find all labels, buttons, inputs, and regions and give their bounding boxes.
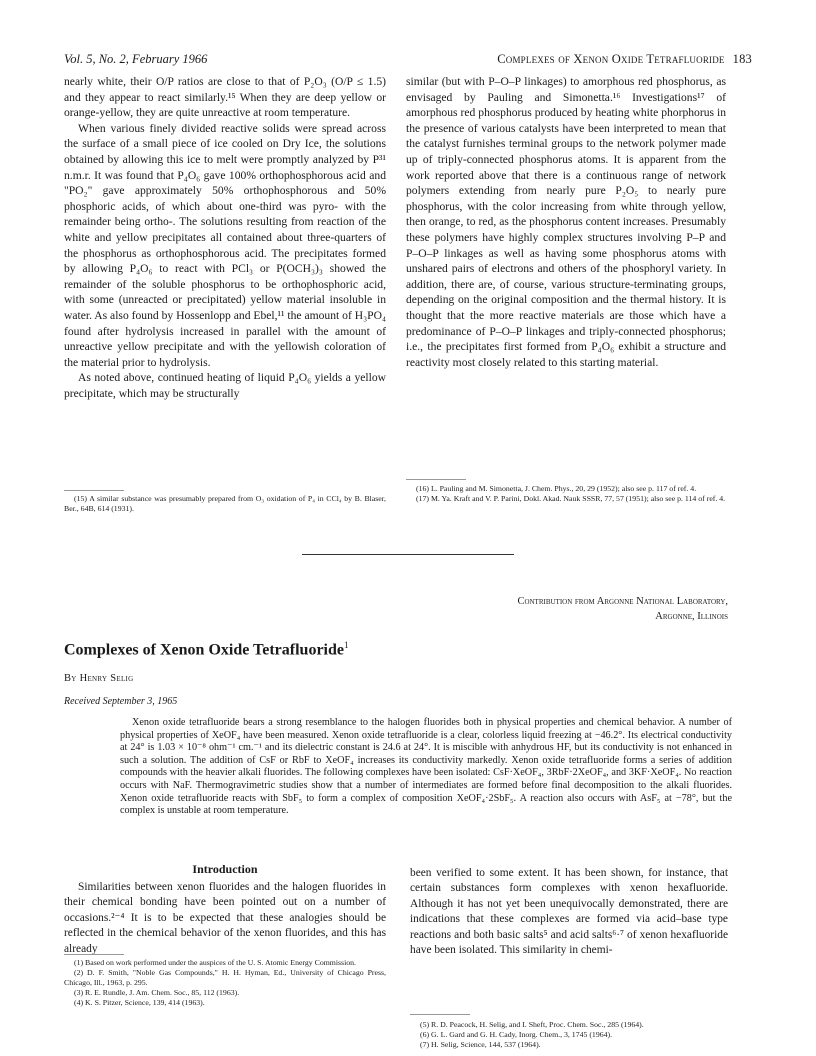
introduction-left-column — [64, 880, 386, 957]
footnote: (5) R. D. Peacock, H. Selig, and I. Sheft, Proc. Chem. Soc., 285 (1964). — [420, 1020, 644, 1029]
footnote: (2) D. F. Smith, "Noble Gas Compounds," H. H. Hyman, Ed., University of Chicago Press, Chicago, Ill., 1963, p. 295. — [64, 968, 386, 987]
running-header-volume: Vol. 5, No. 2, February 1966 — [64, 52, 208, 66]
author-line: By Henry Selig — [64, 673, 134, 684]
affiliation-line: Contribution from Argonne National Laboratory, — [517, 596, 728, 607]
footnotes-top-right — [406, 484, 726, 504]
paragraph: When various finely divided reactive solids were spread across the surface of a small piece of ice cooled on Dry Ice, the solutions obtained by allowing this ice to melt were promptly analyzed by P³¹ n.m.r. It was found that P₄O₆ gave 100% orthophosphorous acid and "PO₂" gave approximately 50% orthophosphorous and 50% phosphoric acids, of which about one-third was pyro- with the remainder being ortho-. The solutions resulting from reaction of the white and yellow precipitates all contained about three-quarters of the phosphorus as orthophosphorous acid. The precipitates formed by allowing P₄O₆ to react with PCl₃ or P(OCH₃)₃ showed the remainder of the soluble phosphorus to be orthophosphoric acid, with some (unreacted or precipitated) yellow material insoluble in water. As also found by Hossenlopp and Ebel,¹¹ the amount of H₃PO₄ found after hydrolysis increased in parallel with the amount of unreactive yellow precipitate and with the yellowish coloration of the material prior to hydrolysis. — [64, 121, 386, 369]
affiliation-line: Argonne, Illinois — [655, 611, 728, 622]
received-date: Received September 3, 1965 — [64, 696, 178, 707]
running-header-title — [497, 52, 752, 67]
paragraph: nearly white, their O/P ratios are close to that of P₂O₃ (O/P ≤ 1.5) and they appear to react similarly.¹⁵ When they are deep yellow or orange-yellow, they are quite unreactive at room temperature. — [64, 75, 386, 120]
paragraph: Similarities between xenon fluorides and the halogen fluorides in their chemical bonding have been pointed out on a number of occasions.²⁻⁴ It is to be expected that these analogies should be reflected in the chemical behavior of the xenon fluorides, and this has already — [64, 881, 386, 955]
footnotes-bottom-left — [64, 958, 386, 1008]
paragraph: been verified to some extent. It has been shown, for instance, that certain substances form complexes with xenon hexafluoride. Although it has not yet been unequivocally demonstrated, there are indications that these complexes are formed via acid–base type reactions and both basic salts⁵ and acid salts⁶·⁷ of xenon hexafluoride have been isolated. This similarity in chemi- — [410, 867, 728, 957]
introduction-right-column — [410, 866, 728, 958]
paragraph: As noted above, continued heating of liquid P₄O₆ yields a yellow precipitate, which may be structurally — [64, 371, 386, 400]
footnote: (16) L. Pauling and M. Simonetta, J. Chem. Phys., 20, 29 (1952); also see p. 117 of ref. 4. — [416, 484, 697, 493]
continued-text-left-column — [64, 74, 386, 401]
title-footnote-mark: 1 — [344, 640, 349, 650]
footnote: (15) A similar substance was presumably prepared from O₃ oxidation of P₄ in CCl₄ by B. Blaser, Ber., 64B, 614 (1931). — [64, 494, 386, 513]
footnote-rule — [406, 479, 466, 480]
paragraph: similar (but with P–O–P linkages) to amorphous red phosphorus, as envisaged by Pauling and Simonetta.¹⁶ Investigations¹⁷ of amorphous red phosphorus produced by heating white phorphorus in the presence of various catalysts have been interpreted to mean that the catalyst furnishes terminal groups to the network polymer made up of triply-connected phosphorus atoms. It is apparent from the work reported above that there is a continuous range of network polymers extending from nearly pure P₂O₅ to nearly pure phosphorus, with the color increasing from white through yellow, then orange, to red, as the phosphorus content increases. Presumably these polymers have highly complex structures involving P–P and P–O–P linkages as well as having some phosphorus atoms with unshared pairs of electrons and others of the phosphoryl variety. In addition, there are, of course, various structure-terminating groups, depending on the original composition and the thermal history. It is thought that the more reactive materials are those which have a predominance of P–O–P linkages and triply-connected phosphorus; i.e., the precipitates first formed from P₄O₆ exhibit a structure and reactivity most closely related to this starting material. — [406, 75, 726, 369]
footnotes-top-left — [64, 494, 386, 514]
footnote-rule — [410, 1014, 470, 1015]
footnote: (17) M. Ya. Kraft and V. P. Parini, Dokl. Akad. Nauk SSSR, 77, 57 (1951); also see p. 114 of ref. 4. — [416, 494, 726, 503]
footnotes-bottom-right — [410, 1020, 728, 1050]
contribution-affiliation — [368, 594, 728, 624]
footnote-rule — [64, 490, 124, 491]
title-text: Complexes of Xenon Oxide Tetrafluoride — [64, 641, 344, 659]
footnote: (1) Based on work performed under the auspices of the U. S. Atomic Energy Commission. — [74, 958, 357, 967]
footnote: (6) G. L. Gard and G. H. Cady, Inorg. Chem., 3, 1745 (1964). — [420, 1030, 613, 1039]
footnote: (4) K. S. Pitzer, Science, 139, 414 (1963). — [74, 998, 205, 1007]
article-title — [64, 640, 349, 659]
article-divider — [302, 554, 514, 555]
section-heading-introduction: Introduction — [192, 862, 258, 876]
page-number: 183 — [732, 52, 752, 66]
footnote: (7) H. Selig, Science, 144, 537 (1964). — [420, 1040, 541, 1049]
footnote: (3) R. E. Rundle, J. Am. Chem. Soc., 85, 112 (1963). — [74, 988, 240, 997]
continued-text-right-column — [406, 74, 726, 370]
abstract — [120, 717, 732, 818]
abstract-text: Xenon oxide tetrafluoride bears a strong resemblance to the halogen fluorides both in physical properties and chemical behavior. A number of physical properties of XeOF₄ have been measured. Xenon oxide tetrafluoride is a clear, colorless liquid freezing at −46.2°. Its electrical conductivity at 24° is 1.03 × 10⁻⁸ ohm⁻¹ cm.⁻¹ and its dielectric constant is 24.6 at 24°. It is miscible with anhydrous HF, but its conductivity is not enhanced in such a solution. The addition of CsF or RbF to XeOF₄ increases its conductivity markedly. Xenon oxide tetrafluoride forms a series of addition compounds with the heavier alkali fluorides. The following complexes have been isolated: CsF·XeOF₄, 3RbF·2XeOF₄, and 3KF·XeOF₄. No reaction occurs with NaF. Thermogravimetric studies show that a number of intermediates are formed before final decomposition to the alkali fluorides. Xenon oxide tetrafluoride reacts with SbF₅ to form a complex of composition XeOF₄·2SbF₅. A reaction also occurs with AsF₅ at −78°, but the complex is unstable at room temperature. — [120, 717, 732, 817]
footnote-rule — [64, 954, 124, 955]
running-title: Complexes of Xenon Oxide Tetrafluoride — [497, 52, 725, 66]
